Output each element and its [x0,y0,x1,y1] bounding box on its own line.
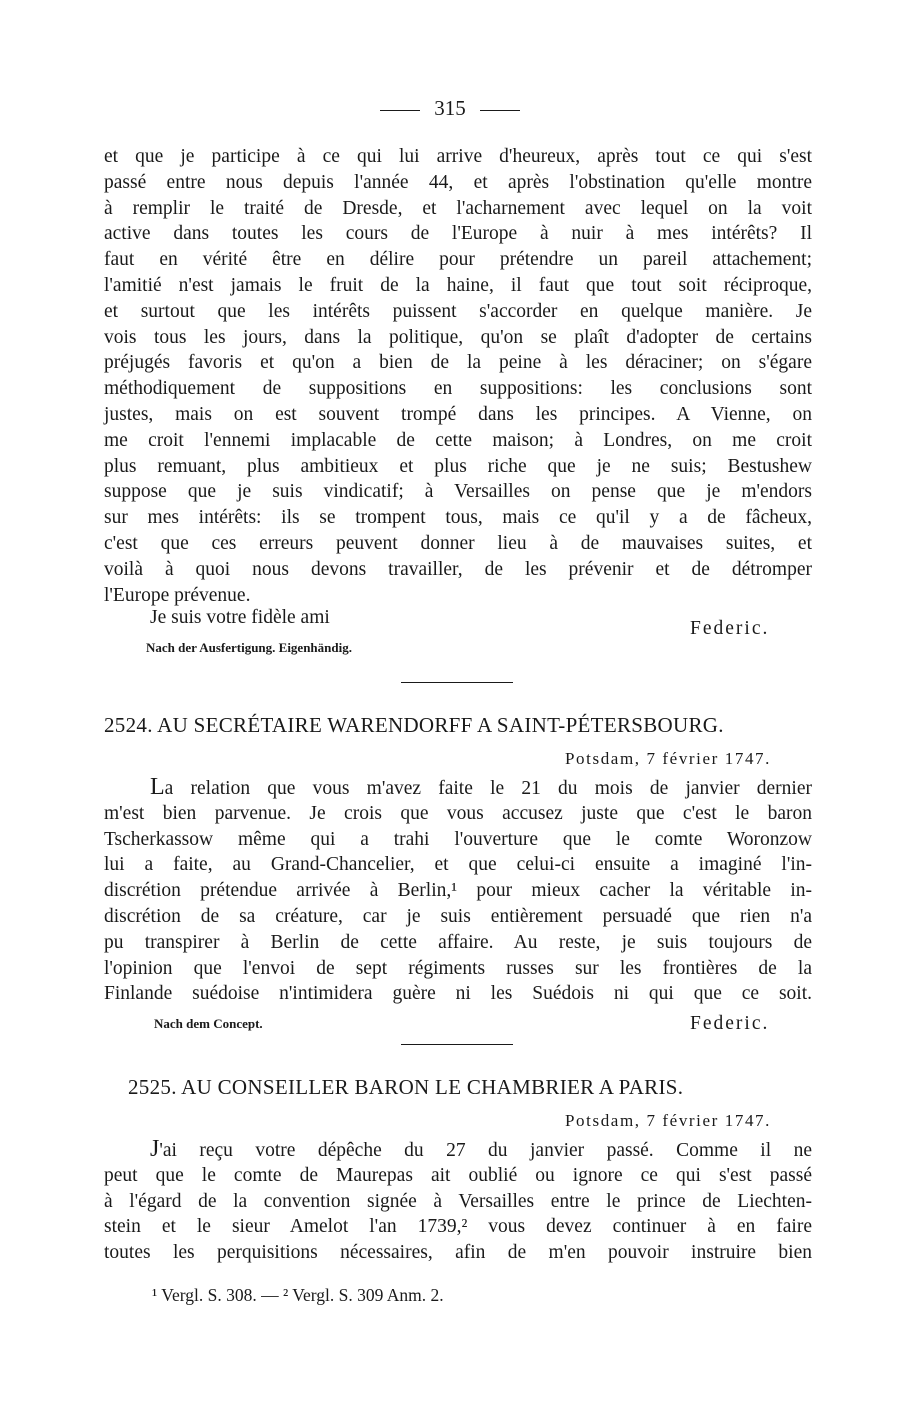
text-line: Finlande suédoise n'intimidera guère ni les Suédois ni qui que ce soit. [104,983,812,1005]
letter-heading: 2524. AU SECRÉTAIRE WARENDORFF A SAINT-PÉTERSBOURG. [104,713,724,737]
text-line: à remplir le traité de Dresde, et l'acharnement avec lequel on la voit [104,197,812,219]
letter-2523-body [104,144,812,608]
letter-2524-body [104,775,812,1007]
text-line: Tscherkassow même qui a trahi l'ouverture que le comte Woronzow [104,828,812,850]
text-line: voilà à quoi nous devons travailler, de les prévenir et de détromper [104,558,812,580]
text-line: discrétion de sa créature, car je suis entièrement persuadé que rien n'a [104,905,812,927]
section-divider [401,1044,513,1045]
text-line: m'est bien parvenue. Je crois que vous accusez juste que c'est le baron [104,802,812,824]
text-line: stein et le sieur Amelot l'an 1739,² vous devez continuer à en faire [104,1216,812,1238]
text-line: et que je participe à ce qui lui arrive d'heureux, après tout ce qui s'est [104,146,812,167]
text-line: à l'égard de la convention signée à Versailles entre le prince de Liechten- [104,1190,812,1212]
text-line: méthodiquement de suppositions en suppositions: les conclusions sont [104,378,812,400]
source-note: Nach der Ausfertigung. Eigenhändig. [146,640,352,655]
text-line: c'est que ces erreurs peuvent donner lieu à de mauvaises suites, et [104,532,812,554]
text-line: faut en vérité être en délire pour prétendre un pareil attachement; [104,249,812,271]
header-dash-left [380,110,420,111]
text-line: lui a faite, au Grand-Chancelier, et que celui-ci ensuite a imaginé l'in- [104,854,812,876]
header-dash-right [480,110,520,111]
text-line: vois tous les jours, dans la politique, qu'on se plaît d'adopter de certains [104,326,812,348]
text-line: sur mes intérêts: ils se trompent tous, mais ce qu'il y a de fâcheux, [104,507,812,529]
text-line: discrétion prétendue arrivée à Berlin,¹ pour mieux cacher la véritable in- [104,880,812,902]
letter-closing: Je suis votre fidèle ami [150,607,330,628]
drop-cap: J [150,1136,160,1162]
text-line-content: 'ai reçu votre dépêche du 27 du janvier passé. Comme il ne [159,1140,812,1161]
letter-2525-body [104,1137,812,1266]
signature: Federic. [690,618,770,639]
text-line: me croit l'ennemi implacable de cette maison; à Londres, on me croit [104,429,812,451]
text-line: l'opinion que l'envoi de sept régiments russes sur les frontières de la [104,957,812,979]
section-divider [401,682,513,683]
text-line: suppose que je suis vindicatif; à Versailles on pense que je m'endors [104,481,812,503]
text-line: préjugés favoris et qu'on a bien de la peine à les déraciner; on s'égare [104,352,812,374]
text-line: justes, mais on est souvent trompé dans les principes. A Vienne, on [104,403,812,425]
text-line: active dans toutes les cours de l'Europe à nuir à mes intérêts? Il [104,223,812,245]
page-number-header [0,96,900,121]
drop-cap: L [150,774,165,800]
text-line: et surtout que les intérêts puissent s'accorder en quelque manière. Je [104,300,812,322]
text-line: l'Europe prévenue. [104,584,251,606]
text-line: toutes les perquisitions nécessaires, afin de m'en pouvoir instruire bien [104,1242,812,1264]
text-line: passé entre nous depuis l'année 44, et après l'obstination qu'elle montre [104,171,812,193]
text-line: pu transpirer à Berlin de cette affaire. Au reste, je suis toujours de [104,931,812,953]
signature: Federic. [690,1013,770,1034]
letter-heading: 2525. AU CONSEILLER BARON LE CHAMBRIER A PARIS. [128,1075,684,1099]
text-line: peut que le comte de Maurepas ait oublié ou ignore ce qui s'est passé [104,1164,812,1186]
footnotes: ¹ Vergl. S. 308. — ² Vergl. S. 309 Anm. 2. [152,1285,444,1305]
page-number: 315 [434,96,466,120]
text-line: plus remuant, plus ambitieux et plus riche que je ne suis; Bestushew [104,455,812,477]
letter-dateline: Potsdam, 7 février 1747. [565,1111,772,1130]
letter-dateline: Potsdam, 7 février 1747. [565,749,772,768]
source-note: Nach dem Concept. [154,1016,263,1031]
text-line [104,775,812,801]
text-line-content: a relation que vous m'avez faite le 21 du mois de janvier dernier [164,778,812,799]
text-line [104,1137,812,1163]
text-line: l'amitié n'est jamais le fruit de la haine, il faut que tout soit réciproque, [104,274,812,296]
